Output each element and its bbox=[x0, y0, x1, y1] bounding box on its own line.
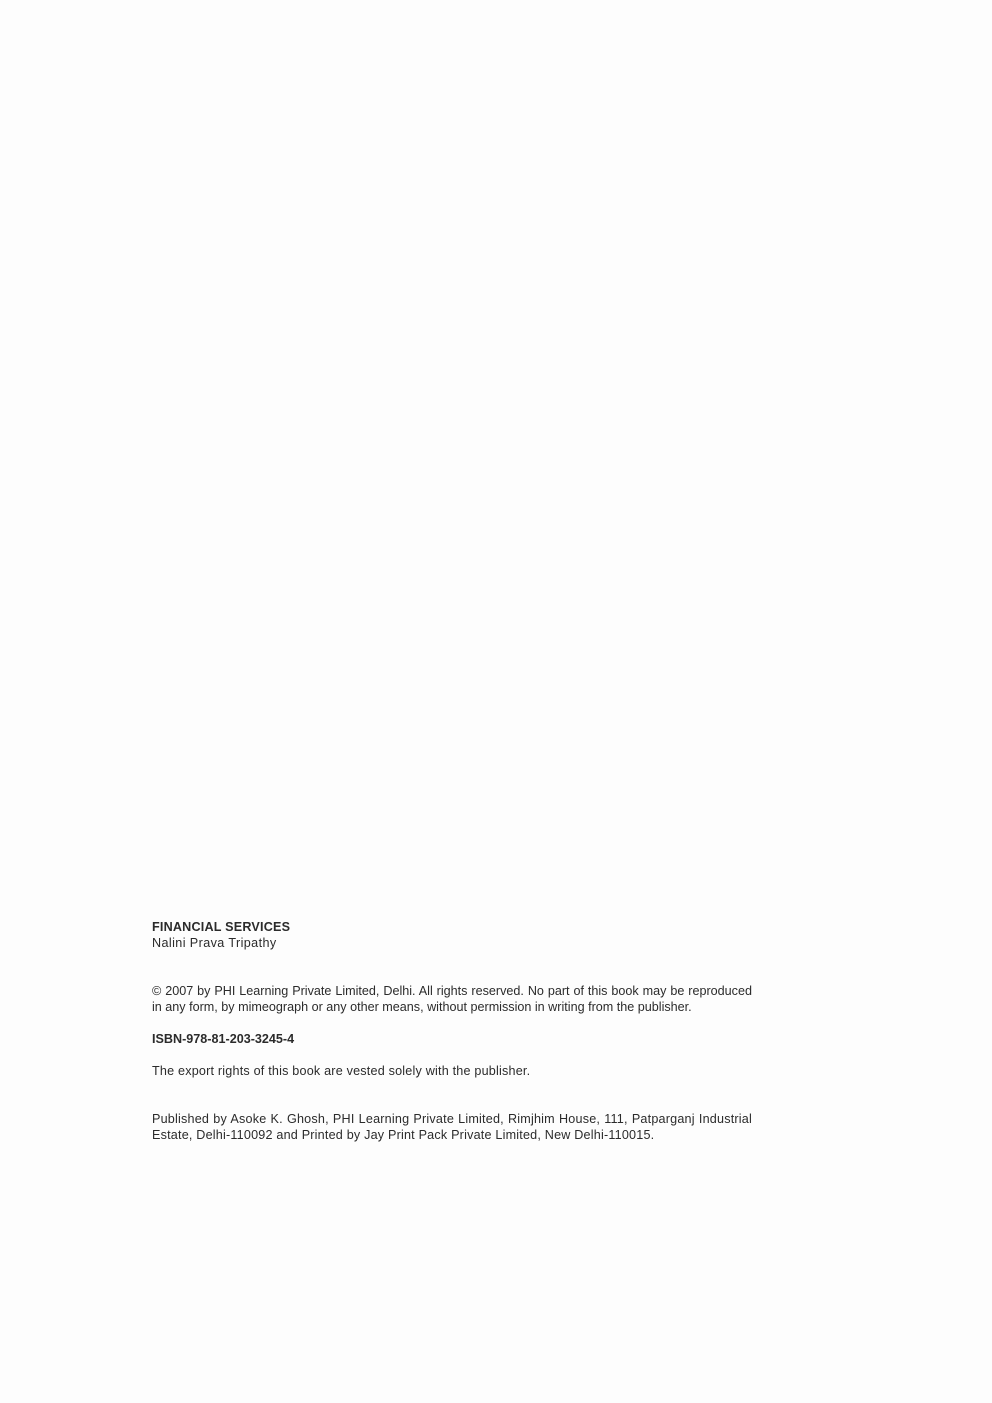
copyright-notice: © 2007 by PHI Learning Private Limited, Delhi. All rights reserved. No part of this book may be reproduced in any form, by mimeograph or any other means, without permission in writing from the publisher. bbox=[152, 984, 752, 1014]
imprint-block bbox=[152, 919, 752, 1143]
isbn: ISBN-978-81-203-3245-4 bbox=[152, 1032, 295, 1046]
publisher-info: Published by Asoke K. Ghosh, PHI Learning Private Limited, Rimjhim House, 111, Patparganj Industrial Estate, Delhi-110092 and Printed by Jay Print Pack Private Limited, New Delhi-110015. bbox=[152, 1112, 752, 1142]
book-title: FINANCIAL SERVICES bbox=[152, 920, 291, 934]
author-name: Nalini Prava Tripathy bbox=[152, 936, 277, 950]
export-rights-notice: The export rights of this book are vested solely with the publisher. bbox=[152, 1064, 531, 1078]
